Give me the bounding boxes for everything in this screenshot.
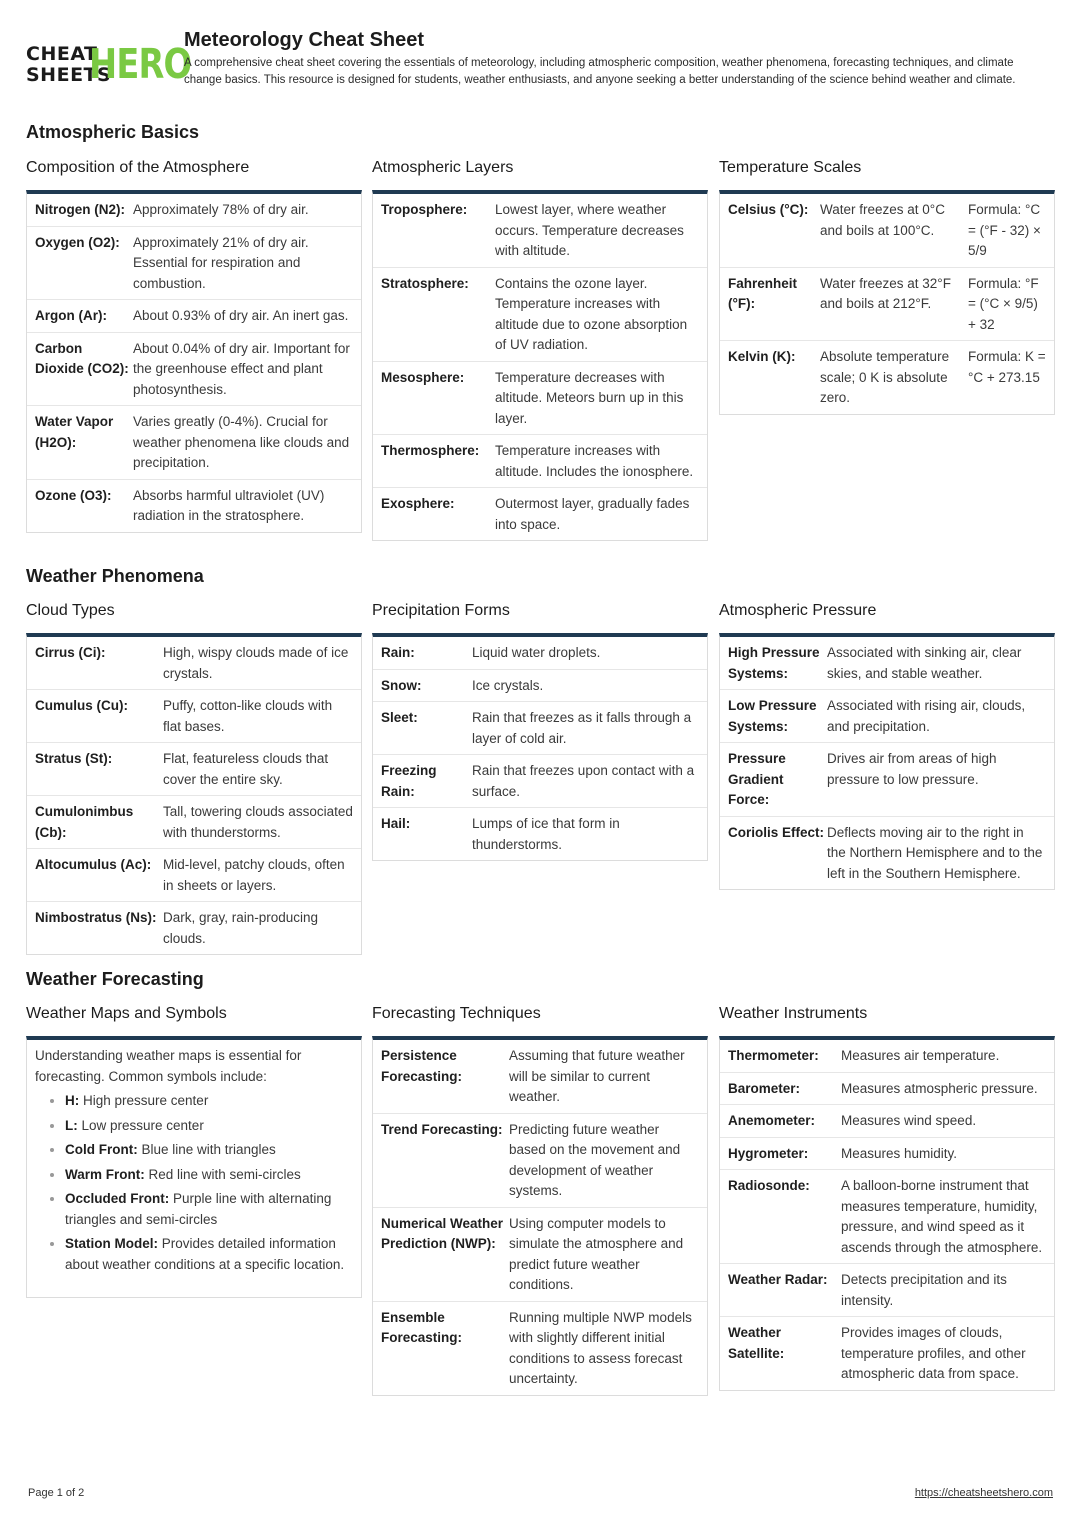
row-description: Absorbs harmful ultraviolet (UV) radiation in the stratosphere. <box>133 487 325 523</box>
symbol-term: Station Model: <box>65 1236 158 1251</box>
symbol-description: Blue line with triangles <box>137 1142 276 1157</box>
card-table <box>372 1036 708 1396</box>
table-row <box>373 1302 707 1395</box>
symbol-term: Warm Front: <box>65 1166 145 1182</box>
row-term: Trend Forecasting: <box>381 1121 503 1137</box>
row-term: Stratosphere: <box>381 275 469 291</box>
card-title: Weather Instruments <box>719 1005 868 1022</box>
table-row <box>373 362 707 436</box>
table-row <box>720 1317 1054 1390</box>
page-header <box>26 28 1056 108</box>
row-term: Ozone (O3): <box>35 487 112 503</box>
list-item <box>65 1091 353 1112</box>
table-row <box>720 637 1054 690</box>
table-row <box>27 300 361 333</box>
row-description: Mid-level, patchy clouds, often in sheets or layers. <box>163 857 345 893</box>
card-table <box>372 190 708 541</box>
row-description: Provides images of clouds, temperature profiles, and other atmospheric data from space. <box>841 1325 1026 1381</box>
row-term: Radiosonde: <box>728 1178 810 1193</box>
row-term: Rain: <box>381 645 415 660</box>
row-term: Persistence Forecasting: <box>381 1048 463 1084</box>
row-description: Contains the ozone layer. Temperature increases with altitude due to ozone absorption of UV radiation. <box>495 275 688 352</box>
row-description: Measures air temperature. <box>841 1048 1000 1063</box>
row-description: About 0.04% of dry air. Important for the greenhouse effect and plant photosynthesis. <box>133 340 350 397</box>
card-layers <box>372 158 708 541</box>
table-row <box>27 743 361 796</box>
row-description: Absolute temperature scale; 0 K is absolute zero. <box>820 349 950 405</box>
table-row <box>373 268 707 362</box>
card-title: Precipitation Forms <box>372 602 510 619</box>
card-table <box>26 633 362 955</box>
symbol-term: H: <box>65 1093 80 1108</box>
table-row <box>27 227 361 301</box>
row-term: Hygrometer: <box>728 1145 809 1161</box>
maps-text <box>27 1040 361 1297</box>
card-title: Atmospheric Layers <box>372 159 514 176</box>
row-description: Flat, featureless clouds that cover the entire sky. <box>163 751 329 787</box>
symbol-list <box>35 1091 353 1275</box>
list-item <box>65 1116 353 1137</box>
table-row <box>373 670 707 703</box>
table-row <box>373 702 707 755</box>
table-row <box>27 690 361 743</box>
cheatsheetshero-logo[interactable] <box>26 40 192 88</box>
row-term: Cumulonimbus (Cb): <box>35 804 134 840</box>
table-row <box>720 1138 1054 1171</box>
table-row <box>720 268 1054 342</box>
row-term: Cirrus (Ci): <box>35 645 106 660</box>
symbol-term: L: <box>65 1117 78 1133</box>
row-term: Anemometer: <box>728 1113 816 1128</box>
row-description: About 0.93% of dry air. An inert gas. <box>133 308 349 323</box>
maps-intro: Understanding weather maps is essential for forecasting. Common symbols include: <box>35 1048 302 1084</box>
row-term: Snow: <box>381 677 422 693</box>
section-title-atmospheric-basics: Atmospheric Basics <box>26 122 200 142</box>
row-description: Puffy, cotton-like clouds with flat bases. <box>163 698 333 734</box>
table-row <box>720 817 1054 890</box>
table-row <box>27 902 361 954</box>
row-description: Associated with rising air, clouds, and precipitation. <box>827 698 1026 734</box>
card-table <box>372 633 708 861</box>
row-description: High, wispy clouds made of ice crystals. <box>163 645 349 681</box>
row-term: Altocumulus (Ac): <box>35 857 152 872</box>
card-table <box>719 190 1055 415</box>
row-description: Varies greatly (0-4%). Crucial for weather phenomena like clouds and precipitation. <box>133 414 350 470</box>
table-row <box>720 743 1054 817</box>
symbol-description: High pressure center <box>79 1093 209 1108</box>
row-term: Sleet: <box>381 710 418 725</box>
table-row <box>27 480 361 532</box>
row-term: Hail: <box>381 816 411 831</box>
row-description: Measures humidity. <box>841 1145 958 1161</box>
row-term: Coriolis Effect: <box>728 824 825 840</box>
row-term: Kelvin (K): <box>728 349 796 364</box>
row-description: Detects precipitation and its intensity. <box>841 1272 1007 1308</box>
table-row <box>373 755 707 808</box>
row-term: Water Vapor (H2O): <box>35 414 114 450</box>
card-weather-instruments <box>719 1004 1055 1391</box>
table-row <box>720 1040 1054 1073</box>
row-description: Measures wind speed. <box>841 1113 977 1128</box>
row-term: Carbon Dioxide (CO2): <box>35 340 129 376</box>
table-row <box>27 637 361 690</box>
card-table <box>719 633 1055 890</box>
table-row <box>373 488 707 540</box>
row-formula: Formula: K = °C + 273.15 <box>968 349 1046 385</box>
symbol-term: Cold Front: <box>65 1142 138 1157</box>
row-description: Tall, towering clouds associated with thunderstorms. <box>163 804 353 840</box>
card-title: Atmospheric Pressure <box>719 602 877 619</box>
row-description: A balloon-borne instrument that measures temperature, humidity, pressure, and wind speed as it ascends through the atmosphere. <box>841 1178 1043 1255</box>
row-description: Temperature increases with altitude. Includes the ionosphere. <box>495 443 694 479</box>
table-row <box>373 1208 707 1302</box>
card-table <box>26 190 362 533</box>
table-row <box>720 341 1054 414</box>
card-title: Weather Maps and Symbols <box>26 1005 227 1022</box>
card-atmospheric-pressure <box>719 601 1055 890</box>
row-term: Thermometer: <box>728 1048 819 1063</box>
row-description: Water freezes at 32°F and boils at 212°F. <box>820 275 951 311</box>
row-term: Weather Radar: <box>728 1272 828 1287</box>
row-description: Outermost layer, gradually fades into space. <box>495 496 690 532</box>
row-term: Nitrogen (N2): <box>35 202 125 217</box>
table-row <box>373 808 707 860</box>
row-term: Argon (Ar): <box>35 308 107 323</box>
row-term: Pressure Gradient Force: <box>728 751 786 807</box>
logo-line-sheets: SHEETS <box>26 64 112 86</box>
row-formula: Formula: °F = (°C × 9/5) + 32 <box>968 275 1039 332</box>
symbol-description: Low pressure center <box>77 1117 204 1133</box>
row-term: Barometer: <box>728 1080 801 1096</box>
logo-line-cheat: CHEAT <box>26 43 98 65</box>
list-item <box>65 1189 353 1230</box>
section-title-weather-phenomena: Weather Phenomena <box>26 566 204 586</box>
page-title: Meteorology Cheat Sheet <box>184 29 425 51</box>
row-description: Rain that freezes as it falls through a layer of cold air. <box>472 710 692 746</box>
row-description: Lumps of ice that form in thunderstorms. <box>472 816 620 852</box>
row-term: Numerical Weather Prediction (NWP): <box>381 1215 504 1251</box>
row-description: Using computer models to simulate the atmosphere and predict future weather conditions. <box>509 1215 684 1292</box>
row-term: Cumulus (Cu): <box>35 698 128 713</box>
row-description: Predicting future weather based on the movement and development of weather systems. <box>509 1121 681 1198</box>
row-description: Liquid water droplets. <box>472 645 601 660</box>
row-description: Measures atmospheric pressure. <box>841 1080 1038 1096</box>
card-text <box>26 1036 362 1298</box>
table-row <box>27 796 361 849</box>
table-row <box>27 406 361 480</box>
row-term: Freezing Rain: <box>381 763 437 799</box>
row-term: Thermosphere: <box>381 443 480 458</box>
row-description: Approximately 21% of dry air. Essential for respiration and combustion. <box>133 234 309 291</box>
row-term: Ensemble Forecasting: <box>381 1309 463 1345</box>
row-description: Approximately 78% of dry air. <box>133 202 309 217</box>
list-item <box>65 1165 353 1186</box>
table-row <box>27 333 361 407</box>
section-title-weather-forecasting: Weather Forecasting <box>26 969 204 989</box>
card-title: Temperature Scales <box>719 159 862 176</box>
row-description: Associated with sinking air, clear skies, and stable weather. <box>827 645 1022 681</box>
card-title: Composition of the Atmosphere <box>26 159 250 176</box>
symbol-description: Provides detailed information about weather conditions at a specific location. <box>65 1236 345 1272</box>
table-row <box>373 435 707 488</box>
row-term: Celsius (°C): <box>728 202 809 217</box>
table-row <box>720 1105 1054 1138</box>
table-row <box>27 849 361 902</box>
row-description: Running multiple NWP models with slightly different initial conditions to assess forecast uncertainty. <box>509 1309 692 1386</box>
row-term: Mesosphere: <box>381 369 465 385</box>
table-row <box>720 1170 1054 1264</box>
row-term: High Pressure Systems: <box>728 645 820 681</box>
card-weather-maps <box>26 1004 362 1298</box>
row-term: Stratus (St): <box>35 751 113 766</box>
card-precipitation-forms <box>372 601 708 861</box>
row-description: Temperature decreases with altitude. Meteors burn up in this layer. <box>495 369 684 426</box>
list-item <box>65 1140 353 1161</box>
symbol-description: Purple line with alternating triangles and semi-circles <box>65 1191 332 1227</box>
table-row <box>373 1114 707 1208</box>
card-title: Forecasting Techniques <box>372 1005 541 1022</box>
table-row <box>373 637 707 670</box>
symbol-term: Occluded Front: <box>65 1191 170 1206</box>
table-row <box>720 194 1054 268</box>
symbol-description: Red line with semi-circles <box>144 1166 301 1182</box>
card-composition <box>26 158 362 533</box>
row-term: Fahrenheit (°F): <box>728 275 798 311</box>
table-row <box>720 1264 1054 1317</box>
row-description: Drives air from areas of high pressure to low pressure. <box>827 751 997 787</box>
row-description: Deflects moving air to the right in the Northern Hemisphere and to the left in the Southern Hemisphere. <box>827 824 1043 881</box>
page-number: Page 1 of 2 <box>28 1487 85 1499</box>
list-item <box>65 1234 353 1275</box>
table-row <box>373 194 707 268</box>
row-description: Water freezes at 0°C and boils at 100°C. <box>820 202 945 238</box>
table-row <box>720 1073 1054 1106</box>
table-row <box>27 194 361 227</box>
row-term: Low Pressure Systems: <box>728 698 817 734</box>
row-term: Exosphere: <box>381 496 455 511</box>
page-subtitle: A comprehensive cheat sheet covering the essentials of meteorology, including atmospheric composition, weather phenomena, forecasting techniques, and climate change basics. This resource is designed for students, weather enthusiasts, and anyone seeking a better understanding of the science behind weather and climate. <box>184 57 1016 86</box>
row-description: Ice crystals. <box>472 677 544 693</box>
site-link[interactable]: https://cheatsheetshero.com <box>914 1487 1053 1499</box>
card-forecasting-techniques <box>372 1004 708 1396</box>
table-row <box>373 1040 707 1114</box>
card-title: Cloud Types <box>26 602 115 619</box>
row-term: Oxygen (O2): <box>35 234 120 250</box>
row-term: Troposphere: <box>381 202 468 217</box>
row-formula: Formula: °C = (°F - 32) × 5/9 <box>968 202 1041 258</box>
row-description: Assuming that future weather will be similar to current weather. <box>509 1048 685 1104</box>
row-description: Lowest layer, where weather occurs. Temperature decreases with altitude. <box>495 202 684 258</box>
card-cloud-types <box>26 601 362 955</box>
table-row <box>720 690 1054 743</box>
row-description: Dark, gray, rain-producing clouds. <box>163 910 319 946</box>
card-temperature-scales <box>719 158 1055 415</box>
card-table <box>719 1036 1055 1391</box>
logo-hero: HERO <box>89 40 192 88</box>
row-term: Nimbostratus (Ns): <box>35 910 157 925</box>
row-term: Weather Satellite: <box>728 1325 785 1361</box>
row-description: Rain that freezes upon contact with a surface. <box>472 763 695 799</box>
